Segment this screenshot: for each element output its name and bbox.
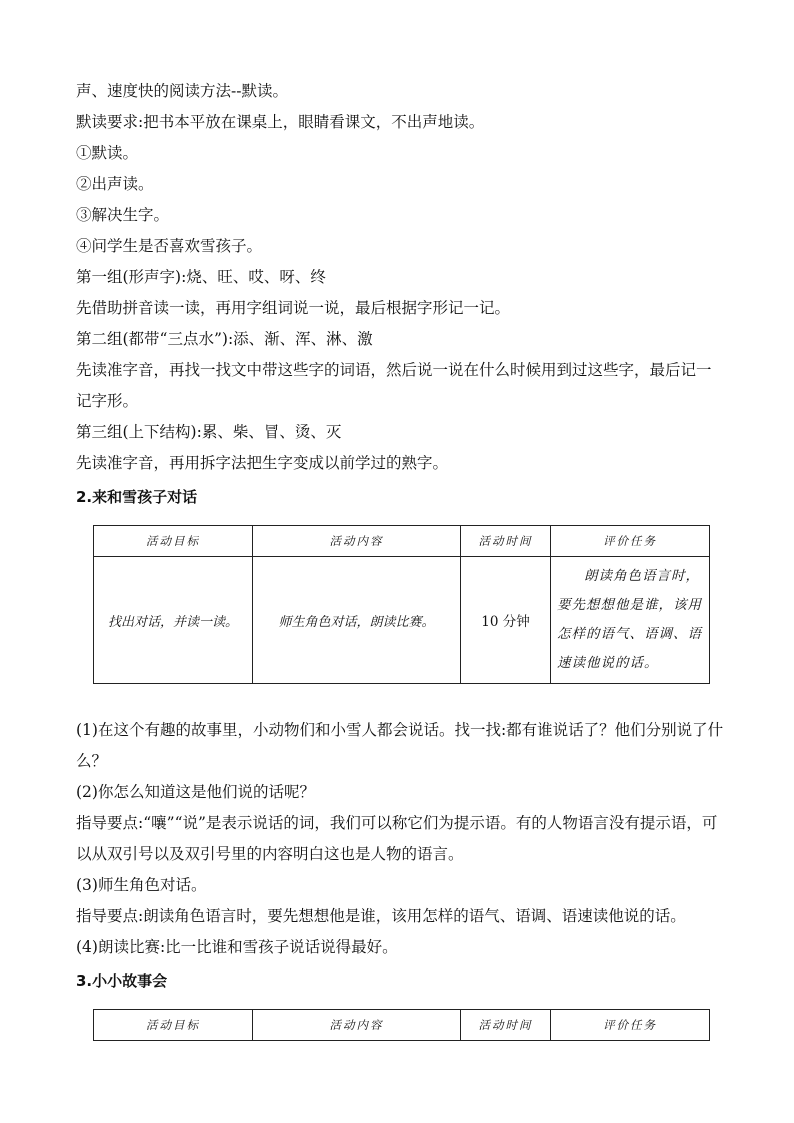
table-header-row bbox=[94, 526, 710, 557]
section-heading: 2.来和雪孩子对话 bbox=[76, 488, 198, 506]
cell-goal: 找出对话，并读一读。 bbox=[94, 557, 253, 684]
header-content: 活动内容 bbox=[253, 1010, 461, 1041]
header-content: 活动内容 bbox=[253, 526, 461, 557]
text-line: ①默读。 bbox=[76, 144, 139, 162]
text-line: 默读要求:把书本平放在课桌上，眼睛看课文，不出声地读。 bbox=[76, 113, 485, 131]
table-header-row bbox=[94, 1010, 710, 1041]
text-line: 声、速度快的阅读方法--默读。 bbox=[76, 82, 288, 100]
text-paragraph: 指导要点:“嚷”“说”是表示说话的词，我们可以称它们为提示语。有的人物语言没有提示语，可以从双引号以及双引号里的内容明白这也是人物的语言。 bbox=[76, 814, 718, 863]
header-goal: 活动目标 bbox=[94, 526, 253, 557]
header-evaluation: 评价任务 bbox=[551, 1010, 710, 1041]
text-paragraph: 先读准字音，再找一找文中带这些字的词语，然后说一说在什么时候用到过这些字，最后记一记字形。 bbox=[76, 361, 712, 410]
text-line: 第三组(上下结构):累、柴、冒、烫、灭 bbox=[76, 423, 342, 441]
table-row bbox=[94, 557, 710, 684]
text-paragraph: (1)在这个有趣的故事里，小动物们和小雪人都会说话。找一找:都有谁说话了？他们分别说了什么？ bbox=[76, 721, 724, 770]
text-line: 第一组(形声字):烧、旺、哎、呀、终 bbox=[76, 268, 326, 286]
header-time: 活动时间 bbox=[461, 1010, 551, 1041]
cell-time: 10 分钟 bbox=[461, 557, 551, 684]
section-heading: 3.小小故事会 bbox=[76, 972, 168, 990]
cell-content: 师生角色对话，朗读比赛。 bbox=[253, 557, 461, 684]
header-time: 活动时间 bbox=[461, 526, 551, 557]
header-evaluation: 评价任务 bbox=[551, 526, 710, 557]
text-line: 指导要点:朗读角色语言时，要先想想他是谁，该用怎样的语气、语调、语速读他说的话。 bbox=[76, 907, 686, 925]
header-goal: 活动目标 bbox=[94, 1010, 253, 1041]
evaluation-text: 朗读角色语言时，要先想想他是谁，该用怎样的语气、语调、语速读他说的话。 bbox=[557, 568, 702, 671]
text-line: (3)师生角色对话。 bbox=[76, 876, 207, 894]
text-line: ④问学生是否喜欢雪孩子。 bbox=[76, 237, 263, 255]
text-line: 第二组(都带“三点水”):添、渐、浑、淋、激 bbox=[76, 330, 373, 348]
activity-table bbox=[93, 525, 710, 684]
text-line: ③解决生字。 bbox=[76, 206, 170, 224]
text-line: (2)你怎么知道这是他们说的话呢？ bbox=[76, 783, 315, 801]
cell-evaluation bbox=[551, 557, 710, 684]
text-line: 先借助拼音读一读，再用字组词说一说，最后根据字形记一记。 bbox=[76, 299, 511, 317]
text-line: ②出声读。 bbox=[76, 175, 154, 193]
text-line: (4)朗读比赛:比一比谁和雪孩子说话说得最好。 bbox=[76, 938, 398, 956]
text-line: 先读准字音，再用拆字法把生字变成以前学过的熟字。 bbox=[76, 454, 449, 472]
activity-table-2 bbox=[93, 1009, 710, 1041]
